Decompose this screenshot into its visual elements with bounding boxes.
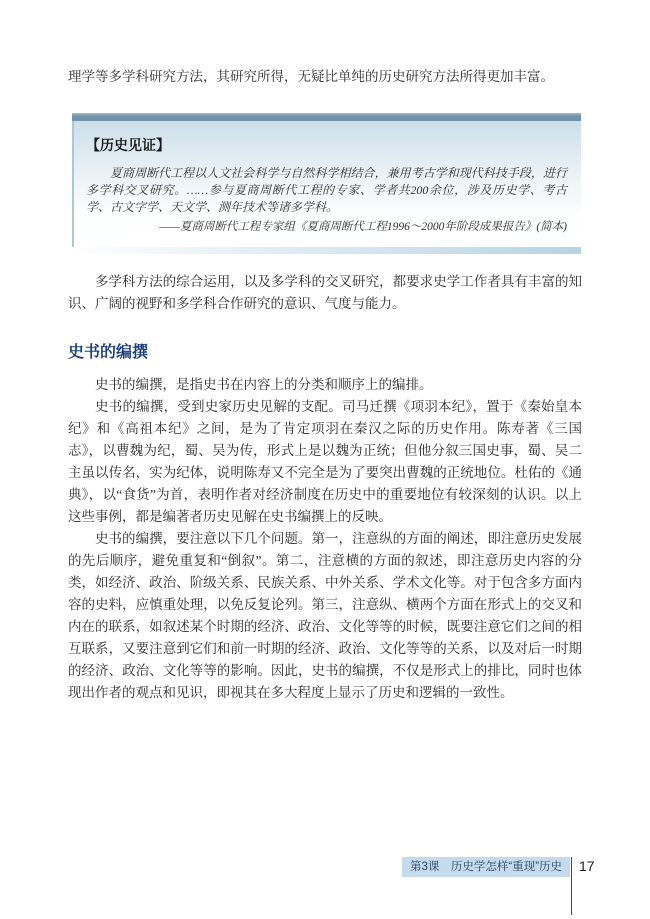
history-evidence-box xyxy=(72,113,581,254)
section-paragraph-2: 史书的编撰，受到史家历史见解的支配。司马迁撰《项羽本纪》，置于《秦始皇本纪》和《高祖本纪》之间，是为了肯定项羽在秦汉之际的历史作用。陈寿著《三国志》，以曹魏为纪，蜀、吴为传，形式上是以魏为正统；但他分叙三国史事，蜀、吴二主虽以传名，实为纪体，说明陈寿又不完全是为了要突出曹魏的正统地位。杜佑的《通典》，以“食货”为首，表明作者对经济制度在历史中的重要地位有较深刻的认识。以上这些事例，都是编著者历史见解在史书编撰上的反映。 xyxy=(68,399,582,524)
intro-line: 理学等多学科研究方法，其研究所得，无疑比单纯的历史研究方法所得更加丰富。 xyxy=(68,69,554,84)
footer-lesson-label: 第3课 历史学怎样“重现”历史 xyxy=(402,857,570,877)
box-body-text: 夏商周断代工程以人文社会科学与自然科学相结合，兼用考古学和现代科技手段，进行多学科交叉研究。……参与夏商周断代工程的专家、学者共200余位，涉及历史学、考古学、古文字学、天文学、测年技术等诸多学科。 xyxy=(86,166,567,214)
section-paragraph-3: 史书的编撰，要注意以下几个问题。第一，注意纵的方面的阐述，即注意历史发展的先后顺序，避免重复和“倒叙”。第二，注意横的方面的叙述，即注意历史内容的分类，如经济、政治、阶级关系、民族关系、中外关系、学术文化等。对于包含多方面内容的史料，应慎重处理，以免反复论列。第三，注意纵、横两个方面在形式上的交叉和内在的联系，如叙述某个时期的经济、政治、文化等等的时候，既要注意它们之间的相互联系，又要注意到它们和前一时期的经济、政治、文化等等的关系，以及对后一时期的经济、政治、文化等等的影响。因此，史书的编撰，不仅是形式上的排比，同时也体现出作者的观点和见识，即视其在多大程度上显示了历史和逻辑的一致性。 xyxy=(68,531,582,700)
box-top-bar xyxy=(72,113,581,121)
footer-divider xyxy=(571,857,572,915)
text-column xyxy=(68,60,582,704)
box-bottom-bar xyxy=(72,247,581,254)
page-number: 17 xyxy=(579,858,595,874)
box-attribution: ——夏商周断代工程专家组《夏商周断代工程1996～2000年阶段成果报告》(简本) xyxy=(159,221,567,233)
box-title: 【历史见证】 xyxy=(86,137,170,153)
section-heading: 史书的编撰 xyxy=(68,344,149,361)
paragraph-multidiscipline: 多学科方法的综合运用，以及多学科的交叉研究，都要求史学工作者具有丰富的知识、广阔的视野和多学科合作研究的意识、气度与能力。 xyxy=(68,274,582,311)
section-paragraph-1: 史书的编撰，是指史书在内容上的分类和顺序上的编排。 xyxy=(95,377,433,392)
box-content xyxy=(72,121,581,247)
